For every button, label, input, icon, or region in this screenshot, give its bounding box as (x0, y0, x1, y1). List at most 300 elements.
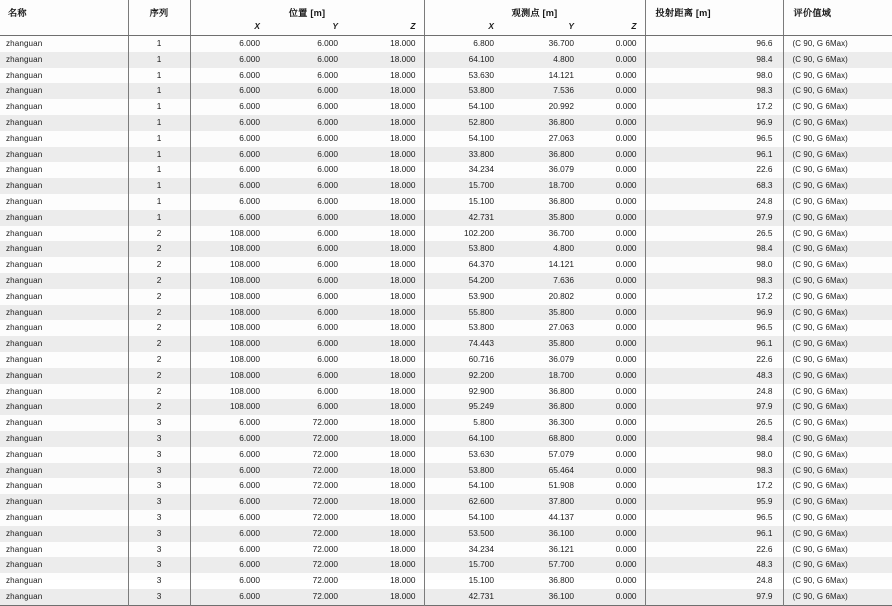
cell-observation-z: 0.000 (615, 369, 637, 380)
cell-position-x: 6.000 (190, 147, 268, 163)
table-row[interactable] (0, 573, 892, 589)
cell-observation-x: 74.443 (424, 336, 502, 352)
cell-observation-x: 15.100 (424, 573, 502, 589)
table-row[interactable] (0, 178, 892, 194)
cell-observation-z: 0.000 (615, 306, 637, 317)
table-row[interactable] (0, 210, 892, 226)
table-row[interactable] (0, 273, 892, 289)
cell-observation-x: 15.100 (424, 194, 502, 210)
cell-name: zhanguan (6, 133, 43, 143)
cell-distance: 22.6 (645, 162, 783, 178)
table-row[interactable] (0, 368, 892, 384)
cell-observation-z: 0.000 (615, 527, 637, 538)
cell-observation-y: 36.800 (548, 148, 575, 159)
cell-distance: 96.5 (645, 320, 783, 336)
cell-distance: 98.0 (645, 68, 783, 84)
cell-observation-x: 52.800 (424, 115, 502, 131)
cell-distance: 96.6 (645, 36, 783, 52)
cell-state: (C 90, G 6Max) (783, 510, 892, 526)
table-row[interactable] (0, 83, 892, 99)
cell-observation-y: 20.802 (548, 290, 575, 301)
cell-position-y: 72.000 (312, 448, 338, 459)
cell-distance: 98.4 (645, 431, 783, 447)
cell-observation-y: 18.700 (548, 369, 575, 380)
cell-observation-x: 53.630 (424, 447, 502, 463)
cell-position-y: 6.000 (317, 369, 338, 380)
cell-index: 3 (128, 478, 190, 494)
cell-name: zhanguan (6, 449, 43, 459)
cell-observation-x: 92.900 (424, 384, 502, 400)
cell-position-y: 6.000 (317, 227, 338, 238)
cell-name: zhanguan (6, 497, 43, 507)
table-row[interactable] (0, 463, 892, 479)
cell-name: zhanguan (6, 465, 43, 475)
cell-position-z: 18.000 (390, 85, 416, 96)
table-row[interactable] (0, 399, 892, 415)
cell-observation-x: 5.800 (424, 415, 502, 431)
cell-position-y: 72.000 (312, 559, 338, 570)
cell-position-y: 6.000 (317, 38, 338, 48)
cell-observation-x: 62.600 (424, 494, 502, 510)
cell-state: (C 90, G 6Max) (783, 210, 892, 226)
cell-position-z: 18.000 (390, 527, 416, 538)
cell-position-x: 108.000 (190, 273, 268, 289)
cell-position-x: 6.000 (190, 210, 268, 226)
cell-name: zhanguan (6, 323, 43, 333)
cell-state: (C 90, G 6Max) (783, 431, 892, 447)
cell-observation-z: 0.000 (615, 195, 637, 206)
cell-observation-z: 0.000 (615, 590, 637, 601)
cell-observation-x: 60.716 (424, 352, 502, 368)
cell-position-y: 6.000 (317, 401, 338, 412)
table-row[interactable] (0, 257, 892, 273)
table-row[interactable] (0, 510, 892, 526)
cell-position-y: 72.000 (312, 575, 338, 586)
cell-index: 1 (128, 83, 190, 99)
table-row[interactable] (0, 447, 892, 463)
cell-position-x: 6.000 (190, 573, 268, 589)
cell-state: (C 90, G 6Max) (783, 52, 892, 68)
cell-name: zhanguan (6, 181, 43, 191)
cell-position-y: 72.000 (312, 432, 338, 443)
cell-position-y: 6.000 (317, 69, 338, 80)
cell-state: (C 90, G 6Max) (783, 447, 892, 463)
cell-position-z: 18.000 (390, 259, 416, 270)
cell-observation-y: 36.100 (548, 527, 575, 538)
cell-position-z: 18.000 (390, 590, 416, 601)
cell-position-x: 6.000 (190, 463, 268, 479)
cell-position-z: 18.000 (390, 353, 416, 364)
cell-distance: 96.1 (645, 147, 783, 163)
cell-observation-z: 0.000 (615, 496, 637, 507)
cell-position-y: 6.000 (317, 259, 338, 270)
cell-state: (C 90, G 6Max) (783, 336, 892, 352)
cell-name: zhanguan (6, 386, 43, 396)
cell-position-y: 6.000 (317, 116, 338, 127)
cell-state: (C 90, G 6Max) (783, 399, 892, 415)
cell-position-x: 6.000 (190, 589, 268, 605)
cell-observation-z: 0.000 (615, 353, 637, 364)
cell-distance: 97.9 (645, 399, 783, 415)
cell-observation-z: 0.000 (615, 164, 637, 175)
cell-distance: 24.8 (645, 194, 783, 210)
cell-index: 1 (128, 147, 190, 163)
cell-state: (C 90, G 6Max) (783, 384, 892, 400)
table-row[interactable] (0, 494, 892, 510)
cell-index: 1 (128, 99, 190, 115)
cell-observation-y: 68.800 (548, 432, 575, 443)
cell-observation-y: 27.063 (548, 322, 575, 333)
cell-state: (C 90, G 6Max) (783, 478, 892, 494)
header-position-z: Z (410, 21, 416, 31)
table-row[interactable] (0, 36, 892, 52)
cell-position-x: 108.000 (190, 399, 268, 415)
cell-position-z: 18.000 (390, 306, 416, 317)
cell-position-y: 6.000 (317, 211, 338, 222)
cell-observation-z: 0.000 (615, 227, 637, 238)
table-row[interactable] (0, 431, 892, 447)
cell-position-y: 6.000 (317, 148, 338, 159)
cell-observation-y: 7.636 (553, 274, 575, 285)
table-row[interactable] (0, 384, 892, 400)
table-row[interactable] (0, 542, 892, 558)
cell-position-x: 108.000 (190, 352, 268, 368)
cell-index: 2 (128, 320, 190, 336)
table-row[interactable] (0, 305, 892, 321)
table-header (0, 0, 892, 36)
cell-state: (C 90, G 6Max) (783, 494, 892, 510)
cell-observation-y: 18.700 (548, 180, 575, 191)
cell-distance: 22.6 (645, 352, 783, 368)
table-row[interactable] (0, 226, 892, 242)
cell-position-y: 6.000 (317, 132, 338, 143)
cell-observation-x: 15.700 (424, 557, 502, 573)
cell-observation-y: 36.800 (548, 575, 575, 586)
cell-position-x: 6.000 (190, 99, 268, 115)
cell-distance: 96.9 (645, 305, 783, 321)
cell-name: zhanguan (6, 354, 43, 364)
cell-state: (C 90, G 6Max) (783, 415, 892, 431)
cell-name: zhanguan (6, 307, 43, 317)
cell-position-z: 18.000 (390, 38, 416, 48)
cell-observation-z: 0.000 (615, 211, 637, 222)
cell-observation-x: 53.630 (424, 68, 502, 84)
cell-name: zhanguan (6, 339, 43, 349)
cell-state: (C 90, G 6Max) (783, 557, 892, 573)
cell-state: (C 90, G 6Max) (783, 99, 892, 115)
cell-observation-z: 0.000 (615, 274, 637, 285)
cell-distance: 26.5 (645, 226, 783, 242)
cell-observation-y: 37.800 (548, 496, 575, 507)
cell-distance: 17.2 (645, 99, 783, 115)
cell-observation-y: 36.079 (548, 353, 575, 364)
cell-position-z: 18.000 (390, 116, 416, 127)
cell-observation-x: 64.370 (424, 257, 502, 273)
cell-observation-z: 0.000 (615, 259, 637, 270)
cell-observation-z: 0.000 (615, 132, 637, 143)
header-observation-group: 观测点 [m] (424, 0, 645, 21)
cell-index: 2 (128, 257, 190, 273)
cell-name: zhanguan (6, 418, 43, 428)
cell-distance: 98.3 (645, 463, 783, 479)
header-index: 序列 (128, 0, 190, 35)
cell-position-x: 6.000 (190, 68, 268, 84)
cell-index: 2 (128, 352, 190, 368)
cell-observation-y: 36.100 (548, 590, 575, 601)
cell-state: (C 90, G 6Max) (783, 194, 892, 210)
cell-position-z: 18.000 (390, 496, 416, 507)
cell-position-x: 108.000 (190, 336, 268, 352)
cell-position-x: 108.000 (190, 384, 268, 400)
cell-position-z: 18.000 (390, 274, 416, 285)
cell-observation-y: 14.121 (548, 69, 575, 80)
header-observation-x: X (424, 21, 502, 35)
cell-position-z: 18.000 (390, 511, 416, 522)
cell-position-y: 6.000 (317, 322, 338, 333)
cell-name: zhanguan (6, 244, 43, 254)
cell-index: 3 (128, 557, 190, 573)
cell-state: (C 90, G 6Max) (783, 241, 892, 257)
cell-observation-y: 4.800 (553, 53, 575, 64)
cell-state: (C 90, G 6Max) (783, 289, 892, 305)
cell-index: 1 (128, 52, 190, 68)
cell-position-y: 6.000 (317, 338, 338, 349)
cell-state: (C 90, G 6Max) (783, 589, 892, 605)
cell-position-z: 18.000 (390, 211, 416, 222)
cell-name: zhanguan (6, 370, 43, 380)
cell-observation-z: 0.000 (615, 53, 637, 64)
cell-position-y: 6.000 (317, 385, 338, 396)
cell-observation-z: 0.000 (615, 290, 637, 301)
cell-index: 2 (128, 399, 190, 415)
cell-position-x: 108.000 (190, 368, 268, 384)
cell-position-x: 108.000 (190, 320, 268, 336)
header-position-group: 位置 [m] (190, 0, 424, 21)
cell-name: zhanguan (6, 560, 43, 570)
table-row[interactable] (0, 194, 892, 210)
cell-position-x: 6.000 (190, 431, 268, 447)
cell-position-x: 6.000 (190, 52, 268, 68)
cell-observation-z: 0.000 (615, 148, 637, 159)
cell-observation-y: 36.700 (548, 227, 575, 238)
cell-name: zhanguan (6, 86, 43, 96)
cell-position-z: 18.000 (390, 338, 416, 349)
cell-name: zhanguan (6, 228, 43, 238)
cell-position-x: 6.000 (190, 83, 268, 99)
table-row[interactable] (0, 557, 892, 573)
cell-position-z: 18.000 (390, 464, 416, 475)
cell-state: (C 90, G 6Max) (783, 131, 892, 147)
cell-observation-y: 7.536 (553, 85, 575, 96)
cell-position-x: 6.000 (190, 178, 268, 194)
cell-position-y: 6.000 (317, 353, 338, 364)
cell-name: zhanguan (6, 260, 43, 270)
header-observation-y: Y (568, 21, 575, 31)
cell-distance: 96.5 (645, 131, 783, 147)
table-row[interactable] (0, 99, 892, 115)
cell-index: 3 (128, 447, 190, 463)
cell-position-z: 18.000 (390, 575, 416, 586)
cell-index: 2 (128, 289, 190, 305)
table-row[interactable] (0, 415, 892, 431)
cell-observation-x: 42.731 (424, 210, 502, 226)
cell-position-y: 6.000 (317, 53, 338, 64)
cell-index: 3 (128, 510, 190, 526)
table-row[interactable] (0, 320, 892, 336)
cell-name: zhanguan (6, 196, 43, 206)
cell-observation-x: 54.100 (424, 131, 502, 147)
table-row[interactable] (0, 115, 892, 131)
cell-position-z: 18.000 (390, 385, 416, 396)
cell-index: 3 (128, 463, 190, 479)
cell-observation-x: 54.100 (424, 510, 502, 526)
cell-observation-z: 0.000 (615, 432, 637, 443)
cell-state: (C 90, G 6Max) (783, 162, 892, 178)
cell-position-x: 108.000 (190, 241, 268, 257)
cell-position-y: 72.000 (312, 511, 338, 522)
table-row[interactable] (0, 52, 892, 68)
cell-distance: 97.9 (645, 589, 783, 605)
table-row[interactable] (0, 589, 892, 605)
cell-position-y: 6.000 (317, 180, 338, 191)
table-row[interactable] (0, 526, 892, 542)
cell-position-x: 108.000 (190, 305, 268, 321)
cell-observation-z: 0.000 (615, 38, 637, 48)
cell-observation-z: 0.000 (615, 85, 637, 96)
header-group-row (0, 0, 892, 21)
cell-index: 3 (128, 494, 190, 510)
table-row[interactable] (0, 336, 892, 352)
header-name: 名称 (8, 8, 27, 18)
cell-observation-y: 44.137 (548, 511, 575, 522)
cell-name: zhanguan (6, 402, 43, 412)
cell-position-x: 6.000 (190, 131, 268, 147)
cell-index: 1 (128, 68, 190, 84)
cell-observation-z: 0.000 (615, 559, 637, 570)
cell-observation-y: 20.992 (548, 101, 575, 112)
cell-observation-x: 54.100 (424, 99, 502, 115)
table-row[interactable] (0, 68, 892, 84)
cell-state: (C 90, G 6Max) (783, 68, 892, 84)
cell-observation-x: 53.800 (424, 320, 502, 336)
cell-index: 2 (128, 241, 190, 257)
cell-position-x: 6.000 (190, 447, 268, 463)
cell-distance: 98.0 (645, 447, 783, 463)
cell-position-z: 18.000 (390, 148, 416, 159)
cell-observation-x: 64.100 (424, 431, 502, 447)
cell-name: zhanguan (6, 54, 43, 64)
cell-index: 1 (128, 36, 190, 52)
cell-distance: 26.5 (645, 415, 783, 431)
cell-observation-z: 0.000 (615, 338, 637, 349)
table-row[interactable] (0, 352, 892, 368)
cell-distance: 95.9 (645, 494, 783, 510)
cell-observation-x: 42.731 (424, 589, 502, 605)
cell-state: (C 90, G 6Max) (783, 463, 892, 479)
cell-position-x: 6.000 (190, 194, 268, 210)
cell-index: 2 (128, 368, 190, 384)
cell-observation-x: 53.800 (424, 463, 502, 479)
table-row[interactable] (0, 162, 892, 178)
cell-observation-y: 35.800 (548, 306, 575, 317)
cell-distance: 98.3 (645, 273, 783, 289)
cell-state: (C 90, G 6Max) (783, 542, 892, 558)
cell-observation-y: 35.800 (548, 211, 575, 222)
cell-observation-y: 36.121 (548, 543, 575, 554)
cell-observation-z: 0.000 (615, 69, 637, 80)
cell-position-y: 72.000 (312, 590, 338, 601)
cell-position-z: 18.000 (390, 290, 416, 301)
cell-observation-x: 102.200 (424, 226, 502, 242)
table-row[interactable] (0, 241, 892, 257)
cell-name: zhanguan (6, 291, 43, 301)
cell-observation-y: 4.800 (553, 243, 575, 254)
cell-distance: 68.3 (645, 178, 783, 194)
cell-position-z: 18.000 (390, 69, 416, 80)
cell-observation-x: 55.800 (424, 305, 502, 321)
cell-position-y: 72.000 (312, 543, 338, 554)
cell-name: zhanguan (6, 576, 43, 586)
cell-index: 1 (128, 210, 190, 226)
cell-observation-x: 15.700 (424, 178, 502, 194)
cell-name: zhanguan (6, 528, 43, 538)
cell-state: (C 90, G 6Max) (783, 36, 892, 52)
table-row[interactable] (0, 131, 892, 147)
cell-position-x: 6.000 (190, 557, 268, 573)
cell-observation-z: 0.000 (615, 116, 637, 127)
cell-observation-z: 0.000 (615, 101, 637, 112)
cell-distance: 97.9 (645, 210, 783, 226)
cell-position-x: 108.000 (190, 289, 268, 305)
cell-name: zhanguan (6, 544, 43, 554)
cell-observation-z: 0.000 (615, 480, 637, 491)
cell-distance: 98.0 (645, 257, 783, 273)
cell-observation-x: 54.100 (424, 478, 502, 494)
cell-name: zhanguan (6, 212, 43, 222)
cell-position-x: 6.000 (190, 415, 268, 431)
cell-position-z: 18.000 (390, 195, 416, 206)
table-row[interactable] (0, 147, 892, 163)
cell-position-z: 18.000 (390, 543, 416, 554)
cell-name: zhanguan (6, 512, 43, 522)
cell-observation-x: 53.800 (424, 241, 502, 257)
table-row[interactable] (0, 289, 892, 305)
cell-distance: 96.1 (645, 336, 783, 352)
cell-name: zhanguan (6, 102, 43, 112)
table-row[interactable] (0, 478, 892, 494)
header-distance: 投射距离 [m] (645, 0, 783, 35)
cell-position-z: 18.000 (390, 243, 416, 254)
cell-observation-y: 14.121 (548, 259, 575, 270)
cell-position-z: 18.000 (390, 448, 416, 459)
cell-index: 2 (128, 273, 190, 289)
cell-state: (C 90, G 6Max) (783, 115, 892, 131)
cell-position-z: 18.000 (390, 417, 416, 428)
cell-state: (C 90, G 6Max) (783, 305, 892, 321)
cell-observation-z: 0.000 (615, 464, 637, 475)
cell-name: zhanguan (6, 117, 43, 127)
cell-position-x: 6.000 (190, 162, 268, 178)
cell-observation-x: 54.200 (424, 273, 502, 289)
cell-distance: 96.1 (645, 526, 783, 542)
cell-index: 2 (128, 336, 190, 352)
cell-name: zhanguan (6, 481, 43, 491)
cell-observation-y: 35.800 (548, 338, 575, 349)
header-position-x: X (190, 21, 268, 35)
cell-position-z: 18.000 (390, 53, 416, 64)
cell-position-x: 6.000 (190, 494, 268, 510)
cell-distance: 98.3 (645, 83, 783, 99)
